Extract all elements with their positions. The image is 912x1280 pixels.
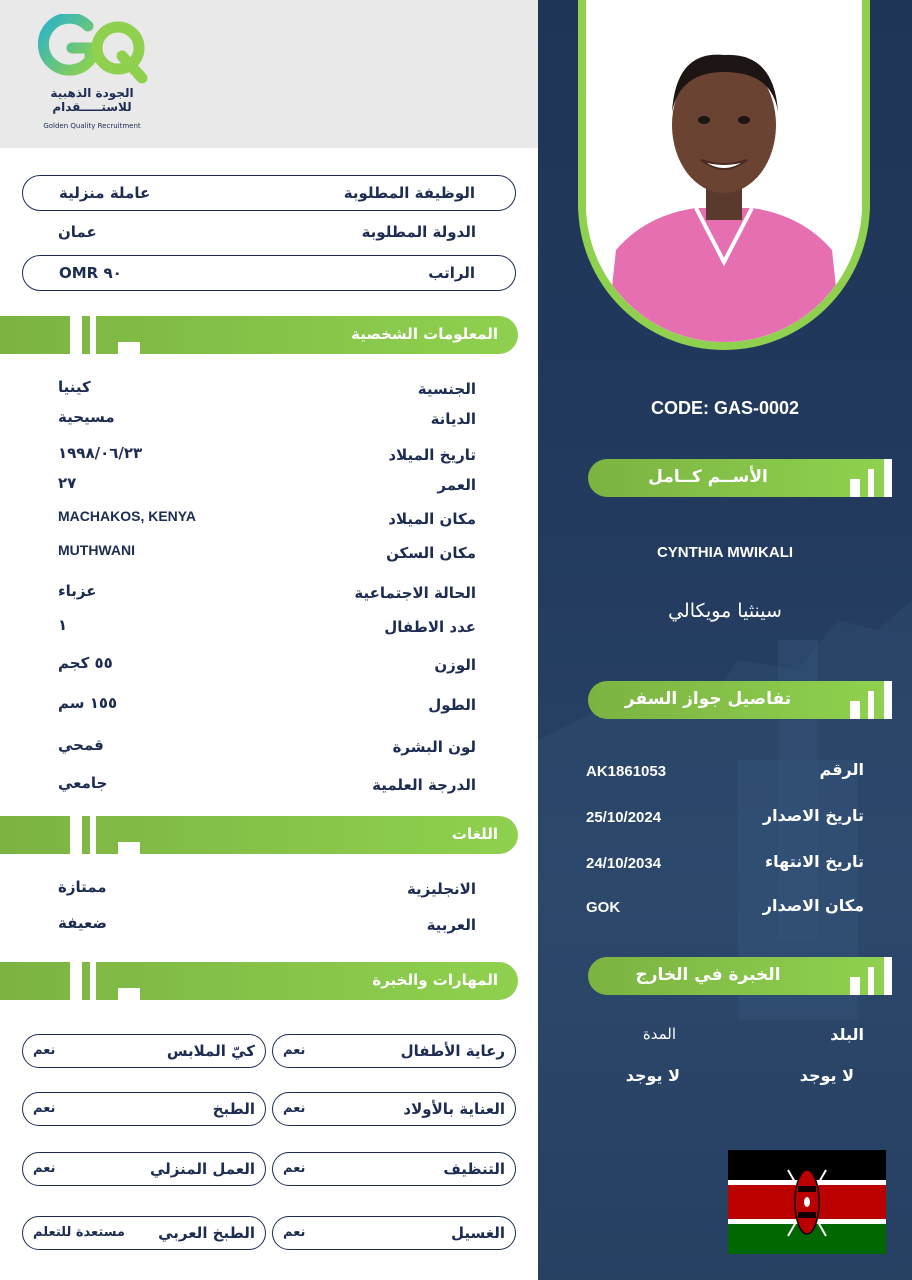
info-value: ١ [58,616,68,634]
salary-value: OMR ٩٠ [59,264,122,282]
personal-info-row [0,442,538,472]
name-english: CYNTHIA MWIKALI [656,544,794,561]
skill-item [272,1216,516,1250]
name-arabic: سينثيا مويكالي [668,600,782,622]
info-value: ١٥٥ سم [58,694,118,712]
experience-title: الخبرة في الخارج [635,965,781,985]
job-country-label: الدولة المطلوبة [361,223,476,241]
skill-label: كيّ الملابس [166,1042,255,1060]
passport-value: 25/10/2024 [586,809,662,826]
skill-label: رعاية الأطفال [400,1042,505,1060]
personal-info-header [0,316,518,354]
candidate-code: CODE: GAS-0002 [650,398,800,418]
languages-title: اللغات [451,825,498,843]
job-position-value: عاملة منزلية [59,184,151,202]
skill-value: نعم [33,1043,56,1058]
info-label: الدرجة العلمية [372,776,476,794]
info-value: كينيا [58,378,91,396]
info-label: الطول [428,696,476,714]
skill-item [22,1034,266,1068]
right-column [538,0,912,1280]
personal-info-row [0,772,538,802]
personal-info-row [0,580,538,610]
skill-label: العناية بالأولاد [403,1100,505,1118]
gq-logo-icon [38,14,148,84]
passport-value: AK1861053 [586,763,667,780]
info-value: MUTHWANI [58,542,135,558]
experience-country-value: لا يوجد [799,1066,854,1085]
skill-value: نعم [33,1101,56,1116]
personal-info-row [0,734,538,764]
personal-info-title: المعلومات الشخصية [351,325,498,343]
candidate-photo [586,0,862,342]
kenya-flag-icon [728,1150,886,1254]
skill-value: نعم [33,1161,56,1176]
language-label: الانجليزية [406,880,476,898]
personal-info-row [0,376,538,406]
experience-header [588,957,884,995]
personal-info-row [0,614,538,644]
info-label: الوزن [434,656,476,674]
skill-value: نعم [283,1225,306,1240]
personal-info-row [0,472,538,502]
job-position-field [22,175,516,211]
personal-info-row [0,540,538,570]
info-label: لون البشرة [392,738,476,756]
person-avatar-icon [586,0,862,342]
personal-info-row [0,406,538,436]
job-country-field [22,215,516,251]
skill-label: الطبخ العربي [158,1224,255,1242]
skill-item [22,1092,266,1126]
logo-english-text: Golden Quality Recruitment [43,122,141,130]
info-label: مكان السكن [386,544,476,562]
languages-header [0,816,518,854]
full-name-header [588,459,884,497]
info-label: الجنسية [417,380,476,398]
skill-value: نعم [283,1043,306,1058]
experience-duration-value: لا يوجد [625,1066,680,1085]
skill-value: نعم [283,1101,306,1116]
info-label: الديانة [430,410,476,428]
info-value: ١٩٩٨/٠٦/٢٣ [58,444,143,462]
info-value: عزباء [58,582,97,600]
language-level: ضعيفة [58,914,107,932]
skill-label: العمل المنزلي [150,1160,255,1178]
passport-header [588,681,884,719]
personal-info-row [0,506,538,536]
logo-area [0,0,538,148]
info-label: الحالة الاجتماعية [354,584,476,602]
photo-frame [578,0,870,350]
skill-value: مستعدة للتعلم [33,1225,125,1240]
passport-value: GOK [586,899,621,916]
skill-value: نعم [283,1161,306,1176]
skill-label: الغسيل [450,1224,505,1242]
job-country-value: عمان [58,223,97,241]
skill-label: التنظيف [443,1160,505,1178]
info-label: مكان الميلاد [388,510,476,528]
info-value: قمحي [58,736,104,754]
language-level: ممتازة [58,878,107,896]
skill-item [272,1152,516,1186]
skill-label: الطبخ [212,1100,255,1118]
full-name-title: الأســم كــامل [648,467,768,487]
passport-label: تاريخ الانتهاء [764,852,864,871]
language-row [0,876,538,906]
skills-header [0,962,518,1000]
info-value: MACHAKOS, KENYA [58,508,196,524]
passport-label: مكان الاصدار [762,896,864,915]
skill-item [272,1034,516,1068]
skill-item [272,1092,516,1126]
info-value: جامعي [58,774,108,792]
passport-label: الرقم [819,760,864,779]
info-value: مسيحية [58,408,115,426]
passport-label: تاريخ الاصدار [762,806,864,825]
language-label: العربية [426,916,476,934]
job-position-label: الوظيفة المطلوبة [343,184,475,202]
passport-title: تفاصيل جواز السفر [624,689,792,709]
salary-label: الراتب [428,264,475,282]
logo-arabic-text: الجودة الذهبية للاستـــــقدام [50,86,134,114]
skill-item [22,1152,266,1186]
info-label: العمر [437,476,476,494]
experience-duration-label: المدة [642,1025,676,1043]
personal-info-row [0,652,538,682]
personal-info-row [0,692,538,722]
info-value: ٢٧ [58,474,77,492]
passport-value: 24/10/2034 [586,855,662,872]
salary-field [22,255,516,291]
info-label: تاريخ الميلاد [388,446,476,464]
skill-item [22,1216,266,1250]
language-row [0,912,538,942]
info-value: ٥٥ كجم [58,654,113,672]
info-label: عدد الاطفال [384,618,476,636]
experience-country-label: البلد [830,1025,864,1044]
skills-title: المهارات والخبرة [372,971,498,989]
